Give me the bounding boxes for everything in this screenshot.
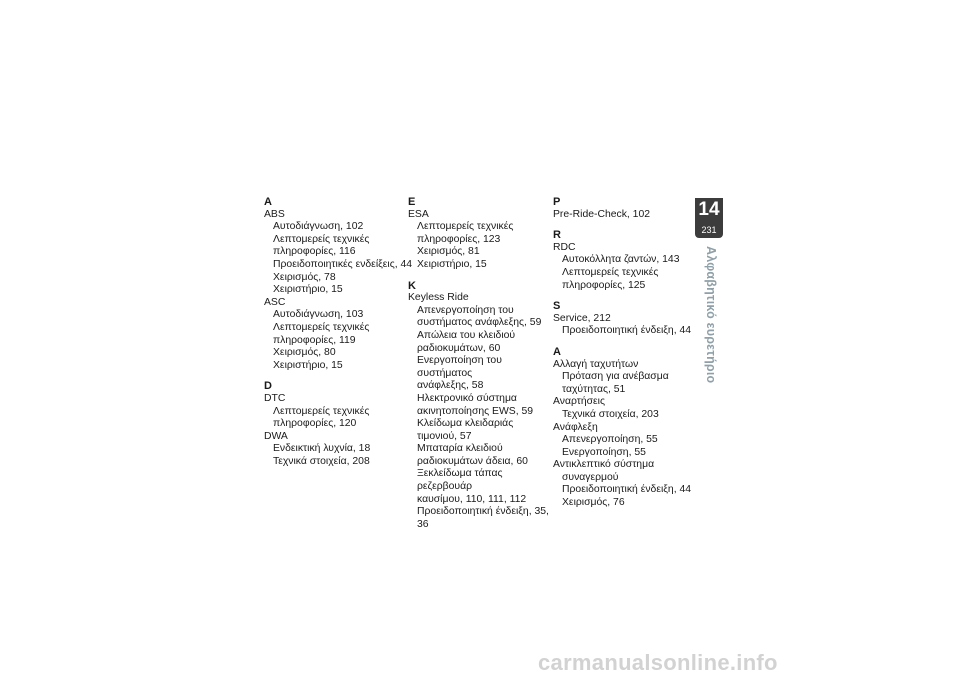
index-term: RDC (553, 241, 576, 253)
index-subentry: Αυτοκόλλητα ζαντών, 143 (562, 254, 680, 266)
index-subentry: Χειριστήριο, 15 (273, 284, 343, 296)
index-subentry: Αυτοδιάγνωση, 103 (273, 309, 364, 321)
index-subentry: Τεχνικά στοιχεία, 203 (562, 408, 659, 420)
index-subentry: καυσίμου, 110, 111, 112 (417, 493, 527, 505)
index-subentry: συναγερμού (562, 471, 619, 483)
index-subentry: Πρόταση για ανέβασμα (562, 371, 669, 383)
index-subentry: 36 (417, 518, 429, 530)
index-subentry: συστήματος ανάφλεξης, 59 (417, 317, 542, 329)
index-subentry: Αυτοδιάγνωση, 102 (273, 221, 364, 233)
index-subentry: Λεπτομερείς τεχνικές (417, 221, 514, 233)
index-subentry: Προειδοποιητική ένδειξη, 35, (417, 506, 549, 518)
index-subentry: ραδιοκυμάτων, 60 (417, 342, 501, 354)
index-subentry: Προειδοποιητική ένδειξη, 44 (562, 484, 692, 496)
index-subentry: Ηλεκτρονικό σύστημα (417, 392, 517, 404)
index-subentry: Ενεργοποίηση του συστήματος (417, 355, 502, 379)
index-term: Αναρτήσεις (553, 396, 605, 408)
index-term: Service, 212 (553, 312, 611, 324)
index-subentry: ταχύτητας, 51 (562, 383, 626, 395)
index-subentry: Χειρισμός, 78 (273, 271, 336, 283)
index-letter-heading: P (553, 196, 561, 208)
index-term: Αλλαγή ταχυτήτων (553, 358, 639, 370)
index-letter-heading: K (408, 279, 416, 292)
index-term: DTC (264, 392, 286, 404)
index-subentry: Χειρισμός, 76 (562, 497, 625, 509)
index-subentry: Λεπτομερείς τεχνικές (273, 321, 370, 333)
index-subentry: Χειριστήριο, 15 (417, 258, 487, 270)
index-letter-heading: Α (553, 345, 561, 358)
side-title-text: Αλφαβητικό ευρετήριο (704, 246, 718, 384)
index-subentry: ακινητοποίησης EWS, 59 (417, 405, 534, 417)
index-term: DWA (264, 430, 288, 442)
chapter-tab (695, 198, 723, 238)
index-subentry: πληροφορίες, 125 (562, 279, 646, 291)
index-letter-heading: E (408, 196, 416, 208)
index-term: Keyless Ride (408, 292, 469, 304)
index-subentry: πληροφορίες, 123 (417, 233, 501, 245)
page-number: 231 (701, 225, 717, 235)
index-subentry: Ξεκλείδωμα τάπας ρεζερβουάρ (417, 468, 503, 493)
index-term: ESA (408, 208, 429, 220)
index-subentry: Λεπτομερείς τεχνικές (562, 266, 659, 278)
index-subentry: Προειδοποιητική ένδειξη, 44 (562, 325, 692, 337)
index-subentry: πληροφορίες, 116 (273, 246, 356, 258)
index-subentry: Απώλεια του κλειδιού (417, 329, 516, 341)
side-title (700, 246, 718, 406)
index-column-2 (408, 196, 558, 531)
index-letter-heading: S (553, 300, 561, 313)
index-subentry: Χειρισμός, 81 (417, 246, 480, 258)
index-column-1 (264, 196, 414, 468)
index-letter-heading: D (264, 380, 272, 393)
index-subentry: ραδιοκυμάτων άδεια, 60 (417, 455, 528, 467)
index-subentry: Μπαταρία κλειδιού (417, 443, 503, 455)
index-letter-heading: R (553, 229, 561, 242)
chapter-number: 14 (698, 199, 720, 220)
index-term: Pre-Ride-Check, 102 (553, 208, 651, 220)
index-subentry: Τεχνικά στοιχεία, 208 (273, 455, 370, 467)
index-term: ASC (264, 296, 286, 308)
index-subentry: Ενεργοποίηση, 55 (562, 446, 646, 458)
index-subentry: Απενεργοποίηση, 55 (562, 434, 658, 446)
index-term: Αντικλεπτικό σύστημα (553, 459, 655, 471)
index-subentry: Απενεργοποίηση του (417, 304, 514, 316)
index-subentry: Κλείδωμα κλειδαριάς (417, 418, 514, 430)
index-letter-heading: A (264, 196, 272, 208)
index-subentry: Ενδεικτική λυχνία, 18 (273, 443, 371, 455)
index-subentry: Χειρισμός, 80 (273, 347, 336, 359)
index-subentry: Λεπτομερείς τεχνικές (273, 405, 370, 417)
index-subentry: τιμονιού, 57 (417, 430, 472, 442)
index-subentry: Χειριστήριο, 15 (273, 359, 343, 371)
index-subentry: πληροφορίες, 119 (273, 334, 356, 346)
index-subentry: ανάφλεξης, 58 (417, 380, 484, 392)
index-subentry: πληροφορίες, 120 (273, 418, 357, 430)
index-subentry: Προειδοποιητικές ενδείξεις, 44 (273, 258, 413, 270)
watermark: carmanualsonline.info (538, 650, 778, 675)
index-subentry: Λεπτομερείς τεχνικές (273, 233, 370, 245)
index-term: Ανάφλεξη (553, 421, 598, 433)
index-term: ABS (264, 208, 285, 220)
index-column-3 (553, 196, 703, 510)
